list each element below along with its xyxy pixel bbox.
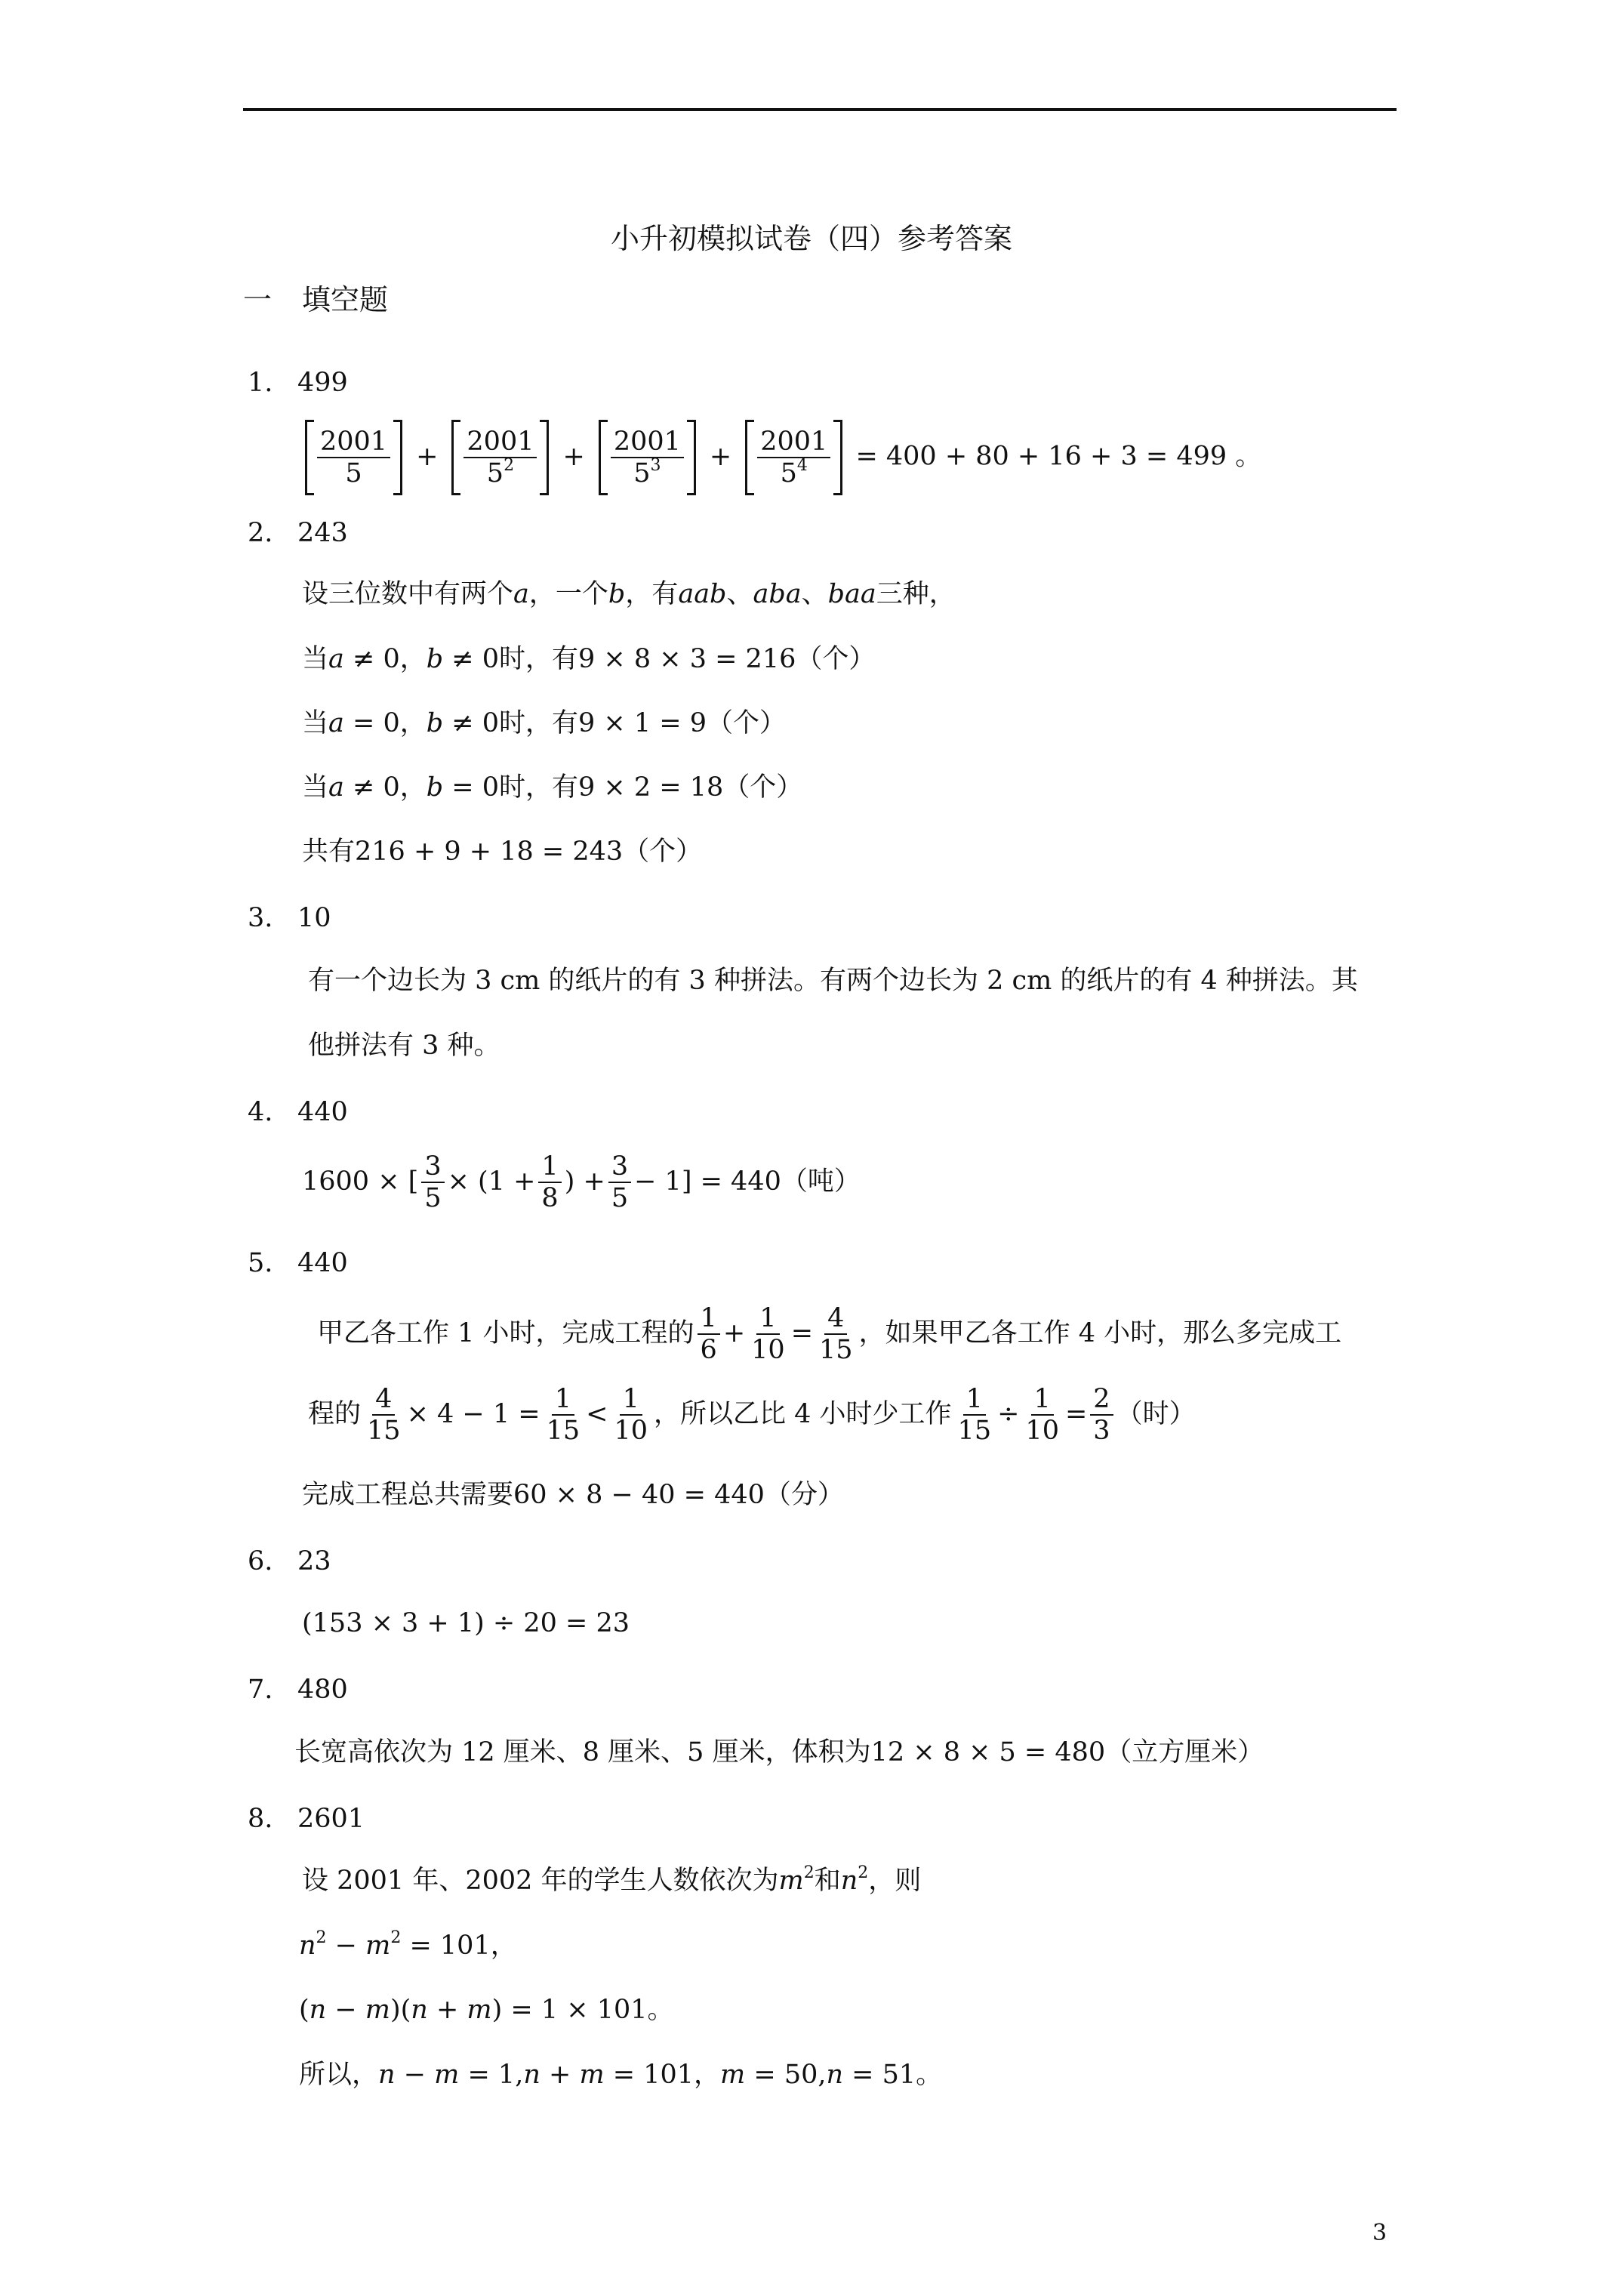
problem-2-header	[248, 518, 348, 548]
problem-5-line-3: 完成工程总共需要60 × 8 − 40 = 440（分）	[302, 1480, 844, 1510]
problem-5-line-2: 程的 $\frac{4}{15}$ × 4 − 1 = $\frac{1}{15}$ < $\frac{1}{10}$ ，所以乙比 4 小时少工作 $\frac{1}{15}$ ÷ $\frac{1}{10}$ = $\frac{2}{3}$ （时）	[308, 1384, 1196, 1447]
problem-number: 1.	[248, 368, 273, 398]
section-heading	[243, 276, 388, 318]
problem-answer: 243	[297, 518, 348, 548]
floor-term: $\frac{2001}{5^4}$	[745, 420, 842, 495]
problem-number: 8.	[248, 1804, 273, 1834]
problem-number: 3.	[248, 903, 273, 933]
problem-8-line-3: (n − m)(n + m) = 1 × 101。	[299, 1995, 674, 2025]
problem-answer: 440	[297, 1248, 348, 1278]
problem-number: 6.	[248, 1546, 273, 1576]
problem-answer: 499	[297, 368, 348, 398]
problem-8-line-1: 设 2001 年、2002 年的学生人数依次为$m^2$和$n^2$，则	[302, 1863, 922, 1896]
problem-3-header	[248, 903, 331, 933]
problem-number: 5.	[248, 1248, 273, 1278]
problem-5-line-1: 甲乙各工作 1 小时，完成工程的 $\frac{1}{6}$ + $\frac{1}{10}$ = $\frac{4}{15}$ ，如果甲乙各工作 4 小时，那么多完成工	[317, 1303, 1342, 1366]
problem-2-line-1: 设三位数中有两个a，一个b，有aab、aba、baa三种，	[302, 579, 956, 609]
problem-2-line-4: 当a ≠ 0，b = 0时，有9 × 2 = 18（个）	[302, 772, 803, 803]
floor-term: $\frac{2001}{5^2}$	[451, 420, 549, 495]
problem-8-line-4: 所以，n − m = 1,n + m = 101，m = 50,n = 51。	[299, 2060, 943, 2090]
page-number: 3	[1372, 2220, 1387, 2246]
problem-1-header	[248, 368, 348, 398]
problem-number: 2.	[248, 518, 273, 548]
floor-term: $\frac{2001}{5^3}$	[599, 420, 696, 495]
problem-6-solution: (153 × 3 + 1) ÷ 20 = 23	[302, 1608, 630, 1638]
problem-2-line-3: 当a = 0，b ≠ 0时，有9 × 1 = 9（个）	[302, 708, 786, 738]
problem-answer: 2601	[297, 1804, 365, 1834]
problem-3-line-2: 他拼法有 3 种。	[308, 1031, 500, 1061]
problem-7-solution: 长宽高依次为 12 厘米、8 厘米、5 厘米，体积为12 × 8 × 5 = 480（立方厘米）	[294, 1737, 1264, 1767]
problem-5-header	[248, 1248, 348, 1278]
problem-2-line-5: 共有216 + 9 + 18 = 243（个）	[302, 837, 703, 867]
problem-4-header	[248, 1097, 348, 1127]
problem-8-header	[248, 1804, 365, 1834]
problem-1-solution: $\frac{2001}{5}$ + $\frac{2001}{5^2}$ + $\frac{2001}{5^3}$ + $\frac{2001}{5^4}$ = 400 + 80 + 16 + 3 = 499 。	[300, 420, 1261, 495]
problem-2-line-2: 当a ≠ 0，b ≠ 0时，有9 × 8 × 3 = 216（个）	[302, 644, 876, 674]
section-number: 一	[243, 283, 273, 316]
floor-term: $\frac{2001}{5}$	[305, 420, 402, 495]
problem-answer: 480	[297, 1675, 348, 1705]
problem-6-header	[248, 1546, 331, 1576]
problem-8-line-2: $n^2 - m^2 = 101$，	[299, 1928, 517, 1961]
problem-4-solution: 1600 × [ $\frac{3}{5}$ × (1 + $\frac{1}{8}$ ) + $\frac{3}{5}$ − 1] = 440（吨）	[302, 1151, 861, 1214]
problem-answer: 23	[297, 1546, 331, 1576]
problem-number: 7.	[248, 1675, 273, 1705]
problem-7-header	[248, 1675, 348, 1705]
problem-answer: 440	[297, 1097, 348, 1127]
page-title: 小升初模拟试卷（四）参考答案	[610, 222, 1012, 255]
header-rule	[243, 108, 1397, 111]
problem-3-line-1: 有一个边长为 3 cm 的纸片的有 3 种拼法。有两个边长为 2 cm 的纸片的有 4 种拼法。其	[308, 966, 1358, 996]
problem-number: 4.	[248, 1097, 273, 1127]
problem-answer: 10	[297, 903, 331, 933]
section-title: 填空题	[302, 283, 389, 316]
